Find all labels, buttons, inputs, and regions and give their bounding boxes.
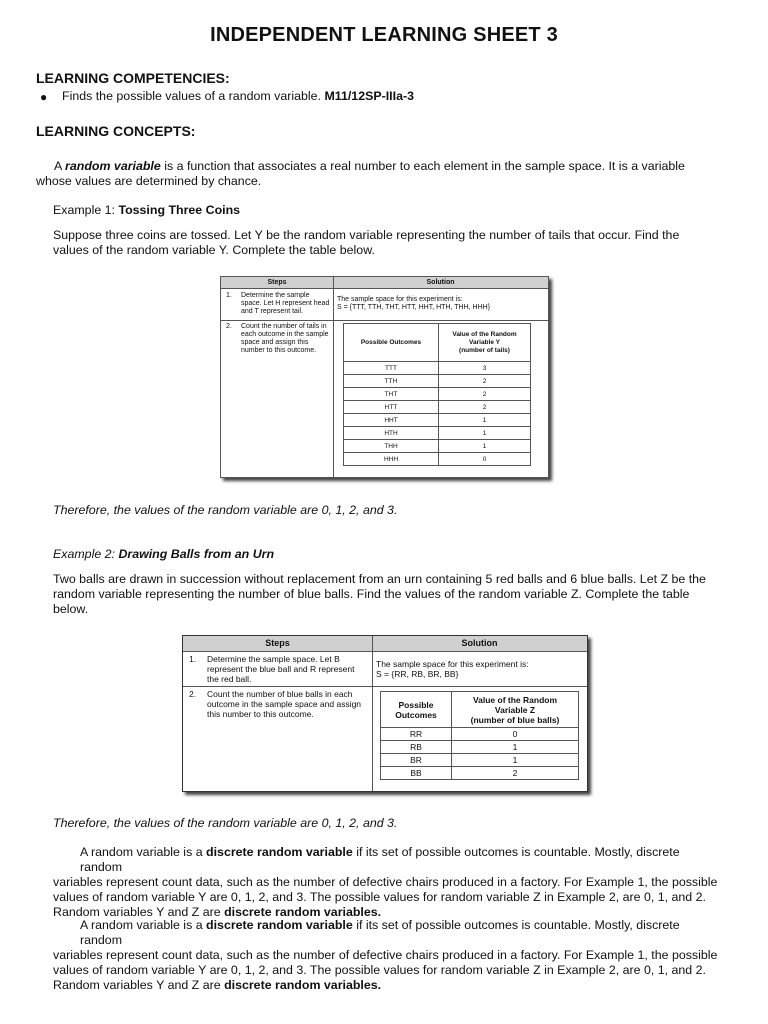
table-row xyxy=(381,754,579,767)
outcome-cell: RB xyxy=(381,741,452,754)
table2-step1-text xyxy=(207,654,354,684)
example1-label: Example 1: xyxy=(53,203,115,217)
table1-inner-col2-l2: Variable Y xyxy=(469,338,500,346)
value-cell: 2 xyxy=(452,767,579,780)
table1-sol1 xyxy=(337,296,490,312)
table-row xyxy=(344,362,531,375)
value-cell: 1 xyxy=(452,741,579,754)
intro-term: random variable xyxy=(65,159,161,173)
table1-inner-col1: Possible Outcomes xyxy=(344,324,439,362)
table1-step2-num: 2. xyxy=(226,323,232,330)
table1-sol1-l2: S = {TTT, TTH, THT, HTT, HHT, HTH, THH, HHH} xyxy=(337,304,491,311)
value-cell: 2 xyxy=(439,375,531,388)
value-cell: 1 xyxy=(452,754,579,767)
table1-step1-num: 1. xyxy=(226,292,232,299)
table1-row-divider xyxy=(221,320,548,321)
competency-item xyxy=(62,89,414,104)
table2-inner-col2 xyxy=(452,692,579,728)
outcome-cell: THH xyxy=(344,440,439,453)
table2-inner-col1-l2: Outcomes xyxy=(395,709,437,720)
discrete1-p1b: if its set of possible outcomes is countable. Mostly, discrete random xyxy=(80,845,680,874)
table1-step2-l4: number to this outcome. xyxy=(241,347,317,354)
example1-line1: Suppose three coins are tossed. Let Y be the random variable representing the number of tails that occur. Find the xyxy=(53,228,680,242)
value-cell: 2 xyxy=(439,401,531,414)
table1-divider xyxy=(333,277,334,477)
table2-inner-col2-l2: Variable Z xyxy=(494,704,536,715)
table2-row-divider xyxy=(183,686,587,687)
table2-step2-text xyxy=(207,689,361,719)
table2-inner-col1-l1: Possible xyxy=(398,699,434,710)
table2-inner-col1 xyxy=(381,692,452,728)
table1-inner xyxy=(343,323,531,466)
table1-step2-l2: each outcome in the sample xyxy=(241,331,329,338)
outcome-cell: BB xyxy=(381,767,452,780)
value-cell: 0 xyxy=(439,453,531,466)
discrete2-p1a: A random variable is a xyxy=(80,918,203,932)
table-row xyxy=(344,427,531,440)
table2-col-steps: Steps xyxy=(183,636,372,652)
table2-step1-l1: Determine the sample space. Let B xyxy=(207,654,340,664)
table-row xyxy=(344,414,531,427)
table-row xyxy=(344,388,531,401)
intro-paragraph xyxy=(36,159,736,189)
discrete2-term2: discrete random variables. xyxy=(224,978,382,992)
page-title: INDEPENDENT LEARNING SHEET 3 xyxy=(210,24,558,46)
table1-step2-l3: space and assign this xyxy=(241,339,309,346)
value-cell: 2 xyxy=(439,388,531,401)
example2-label: Example 2: xyxy=(53,547,115,561)
table2-inner xyxy=(380,691,579,780)
intro-a: A xyxy=(54,159,62,173)
outcome-cell: HTT xyxy=(344,401,439,414)
table1-step2-l1: Count the number of tails in xyxy=(241,323,327,330)
table2-rows xyxy=(381,728,579,780)
table1-step1-l2: space. Let H represent head xyxy=(241,300,330,307)
discrete1-line4a: Random variables Y and Z are xyxy=(53,905,221,919)
competencies-heading: LEARNING COMPETENCIES: xyxy=(36,70,230,86)
example2-conclusion: Therefore, the values of the random variable are 0, 1, 2, and 3. xyxy=(53,816,398,830)
discrete-paragraph-2 xyxy=(53,918,723,993)
discrete2-term: discrete random variable xyxy=(206,918,353,932)
table1-step1-l3: and T represent tail. xyxy=(241,308,304,315)
table-row xyxy=(381,728,579,741)
concepts-heading: LEARNING CONCEPTS: xyxy=(36,123,196,139)
table-row xyxy=(344,375,531,388)
discrete2-p1b: if its set of possible outcomes is countable. Mostly, discrete random xyxy=(80,918,680,947)
table2-step2-l2: outcome in the sample space and assign xyxy=(207,699,362,709)
example2-line2: random variable representing the number of blue balls. Find the values of the random variable Z. Complete the table xyxy=(53,587,690,601)
table1-step1-text xyxy=(241,292,333,316)
example1-line2: values of the random variable Y. Complete the table below. xyxy=(53,243,375,257)
value-cell: 0 xyxy=(452,728,579,741)
bullet-icon: ● xyxy=(40,90,48,104)
competency-code: M11/12SP-IIIa-3 xyxy=(324,89,414,103)
outcome-cell: HHT xyxy=(344,414,439,427)
example2-description xyxy=(53,572,753,617)
table2-inner-col2-l3: (number of blue balls) xyxy=(470,714,560,725)
discrete-paragraph-1 xyxy=(53,845,723,920)
value-cell: 3 xyxy=(439,362,531,375)
outcome-cell: BR xyxy=(381,754,452,767)
example1-name: Tossing Three Coins xyxy=(118,203,241,217)
table1-rows xyxy=(344,362,531,466)
outcome-cell: THT xyxy=(344,388,439,401)
table2-step1-l3: the red ball. xyxy=(207,674,252,684)
table2-step1-l2: represent the blue ball and R represent xyxy=(207,664,355,674)
discrete1-line2: variables represent count data, such as the number of defective chairs produced in a factory. For Example 1, the possible xyxy=(53,875,718,889)
discrete2-line2: variables represent count data, such as the number of defective chairs produced in a factory. For Example 1, the possible xyxy=(53,948,718,962)
example1-description xyxy=(53,228,743,258)
table-row xyxy=(381,767,579,780)
table1-col-solution: Solution xyxy=(333,277,548,289)
table1-step1-l1: Determine the sample xyxy=(241,292,310,299)
outcome-cell: TTT xyxy=(344,362,439,375)
discrete1-term2: discrete random variables. xyxy=(224,905,382,919)
table2-col-solution: Solution xyxy=(372,636,587,652)
example1-conclusion: Therefore, the values of the random variable are 0, 1, 2, and 3. xyxy=(53,503,398,517)
table1-inner-col2-l1: Value of the Random xyxy=(452,330,517,338)
table2-sol1 xyxy=(376,659,529,679)
table2-step2-num: 2. xyxy=(189,689,197,699)
competency-text: Finds the possible values of a random variable. xyxy=(62,89,321,103)
discrete2-line3: values of random variable Y are 0, 1, 2, and 3. The possible values for random variable Z in Example 2, are 0, 1, and 2. xyxy=(53,963,706,977)
table1-step2-text xyxy=(241,323,333,355)
example2-line3: below. xyxy=(53,602,89,616)
table2-step2-l1: Count the number of blue balls in each xyxy=(207,689,353,699)
table2-step2-l3: this number to this outcome. xyxy=(207,709,314,719)
outcome-cell: HTH xyxy=(344,427,439,440)
table-row xyxy=(344,440,531,453)
outcome-cell: HHH xyxy=(344,453,439,466)
example2-table xyxy=(182,635,588,792)
table-row xyxy=(381,741,579,754)
discrete1-p1a: A random variable is a xyxy=(80,845,203,859)
discrete1-line3: values of random variable Y are 0, 1, 2, and 3. The possible values for random variable Z in Example 2, are 0, 1, and 2. xyxy=(53,890,706,904)
outcome-cell: RR xyxy=(381,728,452,741)
discrete1-term: discrete random variable xyxy=(206,845,353,859)
example1-heading xyxy=(53,203,240,218)
table1-col-steps: Steps xyxy=(221,277,333,289)
table2-sol1-l1: The sample space for this experiment is: xyxy=(376,659,529,669)
value-cell: 1 xyxy=(439,414,531,427)
table2-divider xyxy=(372,636,373,791)
table1-sol1-l1: The sample space for this experiment is: xyxy=(337,296,463,303)
intro-rest1: is a function that associates a real number to each element in the sample space. It is a variable xyxy=(164,159,685,173)
table1-inner-col2-l3: (number of tails) xyxy=(459,346,510,354)
example2-name: Drawing Balls from an Urn xyxy=(118,547,275,561)
table1-inner-col2 xyxy=(439,324,531,362)
value-cell: 1 xyxy=(439,427,531,440)
example2-heading xyxy=(53,547,274,562)
intro-rest2: whose values are determined by chance. xyxy=(36,174,262,188)
example1-table xyxy=(220,276,549,478)
outcome-cell: TTH xyxy=(344,375,439,388)
table-row xyxy=(344,401,531,414)
table2-sol1-l2: S = {RR, RB, BR, BB} xyxy=(376,669,459,679)
table2-inner-col2-l1: Value of the Random xyxy=(472,694,558,705)
value-cell: 1 xyxy=(439,440,531,453)
table2-step1-num: 1. xyxy=(189,654,197,664)
table-row xyxy=(344,453,531,466)
discrete2-line4a: Random variables Y and Z are xyxy=(53,978,221,992)
example2-line1: Two balls are drawn in succession without replacement from an urn containing 5 red balls and 6 blue balls. Let Z be the xyxy=(53,572,706,586)
